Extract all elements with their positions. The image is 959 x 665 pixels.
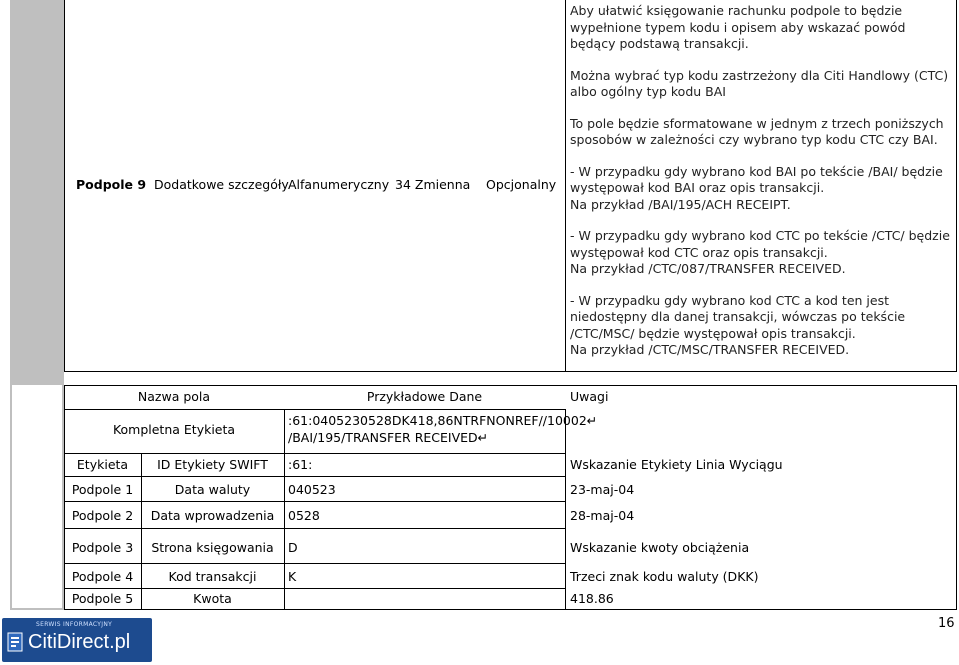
- table-row-name: Data waluty: [174, 482, 251, 497]
- table-row-data: K: [288, 569, 297, 584]
- table-row-data: :61:: [288, 457, 313, 472]
- top-row-field: Podpole 9: [76, 177, 147, 192]
- table-right-border: [956, 385, 957, 610]
- note-4: - W przypadku gdy wybrano kod BAI po tekście /BAI/ będzie występował kod BAI oraz opis transakcji. Na przykład /BAI/195/ACH RECEIPT.: [570, 163, 943, 212]
- table-row-name: Kod transakcji: [168, 569, 257, 584]
- row-separator: [64, 476, 565, 477]
- table-row-field: Podpole 2: [71, 508, 134, 523]
- table-row-remark: Wskazanie Etykiety Linia Wyciągu: [570, 457, 783, 472]
- row-separator: [64, 588, 565, 589]
- header-field-name: Nazwa pola: [137, 389, 211, 404]
- note-2: Można wybrać typ kodu zastrzeżony dla Citi Handlowy (CTC) albo ogólny typ kodu BAI: [570, 67, 949, 99]
- top-row-status: Opcjonalny: [486, 177, 557, 192]
- table-row-field: Podpole 1: [71, 482, 134, 497]
- note-3: To pole będzie sformatowane w jednym z trzech poniższych sposobów w zależności czy wybrano typ kodu CTC czy BAI.: [570, 115, 944, 147]
- note-6: - W przypadku gdy wybrano kod CTC a kod ten jest niedostępny dla danej transakcji, wówczas po tekście /CTC/MSC/ będzie występował opis transakcji. Na przykład /CTC/MSC/TRANSFER RECEIVED.: [570, 292, 906, 357]
- table-row-name: ID Etykiety SWIFT: [157, 457, 268, 472]
- left-gray-band-white: [12, 385, 62, 608]
- table-header-separator: [64, 409, 565, 410]
- top-row: [64, 0, 957, 372]
- top-row-description: Dodatkowe szczegóły: [154, 177, 289, 192]
- table-row-data: 0528: [288, 508, 320, 523]
- top-row-right-border: [956, 0, 957, 372]
- example-table: [64, 385, 957, 610]
- table-row-remark: 28-maj-04: [570, 508, 635, 523]
- logo-caption: SERWIS INFORMACYJNY: [36, 621, 113, 628]
- top-row-notes: [570, 3, 952, 374]
- table-row-name: Data wprowadzenia: [150, 508, 275, 523]
- table-row-name: Kwota: [193, 591, 232, 606]
- table-row-name: Strona księgowania: [151, 540, 274, 555]
- table-row-data: D: [288, 540, 298, 555]
- header-remarks: Uwagi: [570, 389, 609, 404]
- citidirect-logo: [2, 618, 152, 662]
- table-row-field: Etykieta: [76, 457, 129, 472]
- page-number: 16: [938, 616, 955, 631]
- table-row-remark: Wskazanie kwoty obciążenia: [570, 540, 750, 555]
- table-bottom-border: [64, 609, 957, 610]
- table-top-border: [64, 385, 957, 386]
- logo-emblem: [6, 630, 24, 654]
- header-sample-data: Przykładowe Dane: [366, 389, 483, 404]
- row-separator: [64, 563, 565, 564]
- note-1: Aby ułatwić księgowanie rachunku podpole to będzie wypełnione typem kodu i opisem aby wskazać powód będący podstawą transakcji.: [570, 3, 906, 51]
- row-separator: [64, 528, 565, 529]
- table-row-data: 040523: [288, 482, 336, 497]
- top-row-type: Alfanumeryczny: [288, 177, 390, 192]
- top-row-length: 34 Zmienna: [395, 177, 471, 192]
- table-col-divider-2: [565, 409, 566, 610]
- table-row-field: Podpole 5: [71, 591, 134, 606]
- row-separator: [64, 501, 565, 502]
- top-row-left-border: [64, 0, 65, 372]
- logo-text: CitiDirect.pl: [28, 631, 131, 653]
- full-label-data-line2: /BAI/195/TRANSFER RECEIVED↵: [288, 430, 489, 445]
- full-label-data-line1: :61:0405230528DK418,86NTRFNONREF//10002↵: [288, 413, 598, 428]
- table-row-remark: 418.86: [570, 591, 614, 606]
- top-row-divider: [565, 0, 566, 372]
- table-row-field: Podpole 3: [71, 540, 134, 555]
- note-5: - W przypadku gdy wybrano kod CTC po tekście /CTC/ będzie występował kod CTC oraz opis transakcji. Na przykład /CTC/087/TRANSFER RECEIVED.: [570, 228, 950, 276]
- row-separator: [64, 453, 565, 454]
- table-row-remark: 23-maj-04: [570, 482, 635, 497]
- table-col-divider-1: [284, 409, 285, 610]
- table-row-field: Podpole 4: [71, 569, 134, 584]
- left-gray-band: [10, 0, 64, 372]
- table-row-remark: Trzeci znak kodu waluty (DKK): [570, 569, 759, 584]
- full-label-name: Kompletna Etykieta: [112, 422, 236, 437]
